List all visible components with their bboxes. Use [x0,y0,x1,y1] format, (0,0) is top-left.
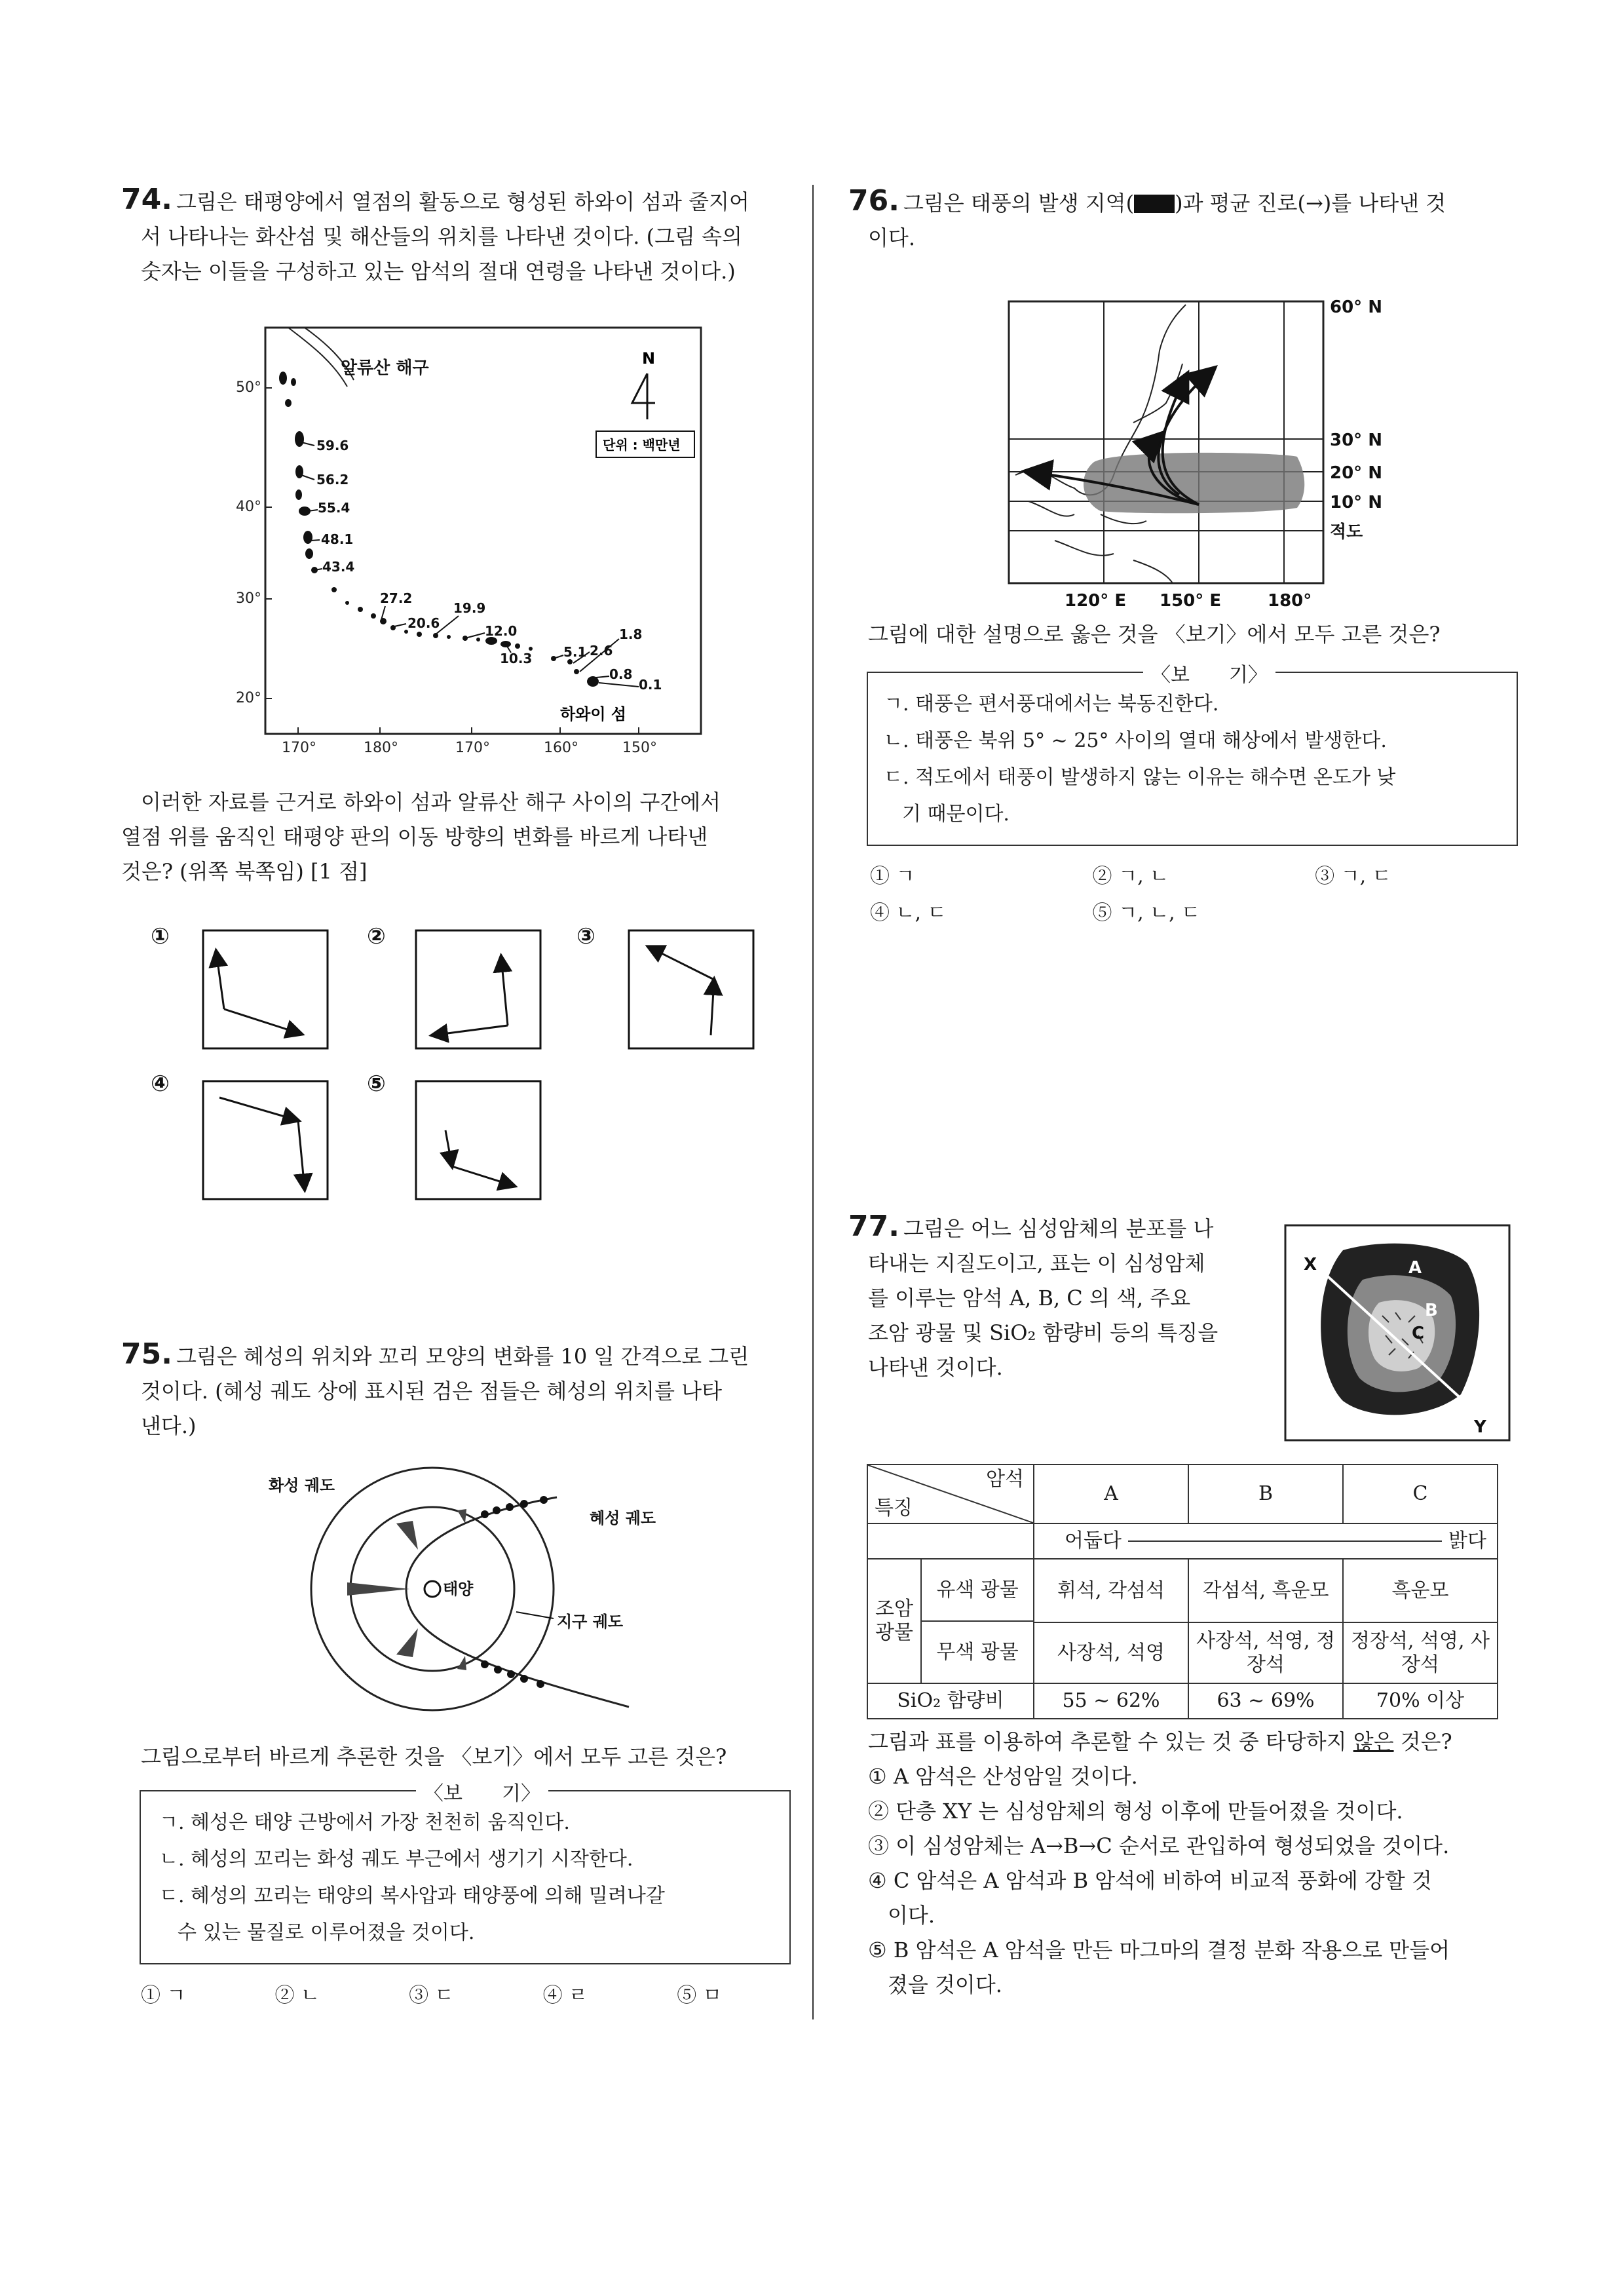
lat-label: 60° N [1330,297,1382,317]
q77-rock-table [867,1464,1498,1719]
age-label: 27.2 [380,590,413,606]
table-cell: 흑운모 [1343,1559,1498,1622]
q74-question [121,785,789,889]
q76-choices [870,858,1511,932]
q75-bogi-item: ㄷ. 혜성의 꼬리는 태양의 복사압과 태양풍에 의해 밀려나갈 [159,1885,665,1907]
q77-prompt-underline: 않은 [1353,1729,1394,1754]
q77-option-4[interactable]: ④ C 암석은 A 암석과 B 암석에 비하여 비교적 풍화에 강할 것 [868,1868,1432,1893]
table-cell: 70% 이상 [1343,1683,1498,1719]
option-2-diagram[interactable] [416,930,540,1048]
age-label: 0.1 [639,677,662,693]
q74-after3: 것은? (위쪽 북쪽임) [1 점] [121,859,368,884]
q77-option-4-cont: 이다. [888,1903,935,1928]
age-label: 0.8 [609,666,633,682]
q75-bogi-item: 수 있는 물질로 이루어졌을 것이다. [178,1921,475,1944]
age-label: 12.0 [485,623,518,639]
q77-option-1[interactable]: ① A 암석은 산성암일 것이다. [868,1764,1138,1789]
choice-4[interactable]: ④ ㄴ, ㄷ [870,902,947,925]
lat-label: 20° N [1330,463,1382,483]
q76-line1a: 그림은 태풍의 발생 지역( [903,191,1135,216]
table-col-header: C [1343,1464,1498,1523]
north-label: N [642,349,656,368]
choice-2[interactable]: ② ㄴ [274,1984,320,2007]
q77-number: 77. [848,1210,899,1243]
q75-bogi-item: ㄱ. 혜성은 태양 근방에서 가장 천천히 움직인다. [159,1811,570,1834]
lat-label: 10° N [1330,493,1382,512]
option-1-mark[interactable]: ① [151,923,170,949]
choice-3[interactable]: ③ ㄱ, ㄷ [1315,865,1391,888]
mafic-label: 유색 광물 [922,1559,1033,1622]
corner-top: 암석 [986,1468,1024,1491]
age-label: 55.4 [318,500,350,516]
island-label: 하와이 섬 [560,705,627,723]
age-label: 19.9 [453,600,486,616]
q75-line3: 낸다.) [141,1413,197,1438]
lat-label: 적도 [1330,522,1363,542]
lat-label: 40° [236,499,261,515]
q74-after2: 열점 위를 움직인 태평양 판의 이동 방향의 변화를 바르게 나타낸 [121,824,708,849]
color-gradient-arrow-icon [1128,1540,1442,1542]
q77-prompt-b: 것은? [1393,1729,1452,1754]
choice-5[interactable]: ⑤ ㅁ [677,1984,722,2007]
table-cell: 55 ~ 62% [1034,1683,1188,1719]
q75-bogi-item: ㄴ. 혜성의 꼬리는 화성 궤도 부근에서 생기기 시작한다. [159,1848,633,1871]
q75-bogi-box [140,1782,791,1964]
north-arrow-icon [632,373,655,419]
q76-line2: 이다. [868,225,915,250]
q77-stem [848,1209,1281,1385]
option-2-mark[interactable]: ② [367,923,386,949]
q77-line2: 타내는 지질도이고, 표는 이 심성암체 [868,1251,1205,1276]
q77-question [868,1725,1523,2002]
q76-bogi-item: ㄱ. 태풍은 편서풍대에서는 북동진한다. [884,693,1219,716]
q76-number: 76. [848,184,899,218]
typhoon-region-legend-icon [1134,195,1175,213]
q74-number: 74. [121,183,172,216]
q76-line1b: )과 평균 진로(→)를 나타낸 것 [1175,191,1446,216]
q75-comet-figure [249,1451,721,1727]
fault-x-label: X [1304,1255,1317,1274]
q77-line3: 를 이루는 암석 A, B, C 의 색, 주요 [868,1286,1191,1311]
q77-line5: 나타낸 것이다. [868,1355,1003,1380]
sun-icon [425,1581,440,1597]
lon-label: 150° [622,740,657,756]
fault-y-label: Y [1474,1417,1486,1437]
option-3-diagram[interactable] [629,930,753,1048]
trench-label: 알류산 해구 [341,358,429,378]
q77-line4: 조암 광물 및 SiO₂ 함량비 등의 특징을 [868,1320,1218,1345]
q74-stem [121,182,789,289]
column-divider [812,185,814,2019]
rock-a-label: A [1408,1258,1422,1278]
q74-line2: 서 나타나는 화산섬 및 해산들의 위치를 나타낸 것이다. (그림 속의 [141,224,742,249]
lat-label: 30° N [1330,430,1382,450]
q74-line1: 그림은 태평양에서 열점의 활동으로 형성된 하와이 섬과 줄지어 [176,189,749,214]
bogi-title: 〈보 기〉 [416,1777,548,1806]
earth-orbit-label: 지구 궤도 [557,1613,624,1631]
lon-label: 120° E [1065,591,1127,611]
choice-1[interactable]: ① ㄱ [870,865,915,888]
q77-option-2[interactable]: ② 단층 XY 는 심성암체의 형성 이후에 만들어졌을 것이다. [868,1799,1403,1824]
q75-prompt: 그림으로부터 바르게 추론한 것을 〈보기〉에서 모두 고른 것은? [141,1744,727,1769]
lon-label: 160° [544,740,578,756]
table-cell: 정장석, 석영, 사장석 [1343,1622,1498,1683]
choice-5[interactable]: ⑤ ㄱ, ㄴ, ㄷ [1092,902,1201,925]
rock-b-label: B [1425,1301,1438,1320]
q76-stem [848,183,1523,256]
table-cell: 사장석, 석영, 정장석 [1188,1622,1343,1683]
age-label: 1.8 [619,626,643,642]
q76-bogi-box [867,664,1518,846]
age-label: 59.6 [316,438,349,453]
option-4-mark[interactable]: ④ [151,1071,170,1097]
q75-choices [141,1979,775,2008]
table-cell: 63 ~ 69% [1188,1683,1343,1719]
rock-c-label: C [1412,1324,1425,1343]
q76-bogi-item: ㄷ. 적도에서 태풍이 발생하지 않는 이유는 해수면 온도가 낮 [884,766,1396,789]
bogi-title: 〈보 기〉 [1143,659,1275,687]
sio2-label: SiO₂ 함량비 [867,1683,1034,1719]
color-row [1034,1523,1498,1559]
table-col-header: B [1188,1464,1343,1523]
q77-option-5-cont: 졌을 것이다. [888,1972,1002,1997]
q75-line2: 것이다. (혜성 궤도 상에 표시된 검은 점들은 혜성의 위치를 나타 [141,1379,723,1404]
option-5-diagram[interactable] [416,1081,540,1199]
q75-stem [121,1337,789,1444]
mineral-group-label: 조암 광물 [868,1559,922,1683]
q74-hawaii-map [210,315,721,760]
choice-1[interactable]: ① ㄱ [141,1984,186,2007]
q77-prompt [868,1725,1523,1759]
q77-option-5[interactable]: ⑤ B 암석은 A 암석을 만든 마그마의 결정 분화 작용으로 만들어 [868,1938,1450,1962]
choice-3[interactable]: ③ ㄷ [409,1984,454,2007]
q74-options [151,917,806,1219]
lon-label: 180° [1268,591,1312,611]
option-3-mark[interactable]: ③ [576,923,595,949]
q76-prompt: 그림에 대한 설명으로 옳은 것을 〈보기〉에서 모두 고른 것은? [868,622,1441,647]
map-unit: 단위 : 백만년 [603,437,681,453]
lat-label: 20° [236,690,261,706]
lon-label: 180° [364,740,398,756]
q77-prompt-a: 그림과 표를 이용하여 추론할 수 있는 것 중 타당하지 [868,1729,1353,1754]
felsic-label: 무색 광물 [936,1640,1019,1664]
age-label: 43.4 [322,559,355,575]
lon-label: 170° [282,740,316,756]
choice-4[interactable]: ④ ㄹ [542,1984,588,2007]
q76-typhoon-map [1002,285,1428,613]
lat-label: 50° [236,379,261,396]
table-cell: 휘석, 각섬석 [1034,1559,1188,1622]
q74-line3: 숫자는 이들을 구성하고 있는 암석의 절대 연령을 나타낸 것이다.) [141,259,736,284]
table-cell: 각섬석, 흑운모 [1188,1559,1343,1622]
q75-number: 75. [121,1337,172,1371]
q76-bogi-item: 기 때문이다. [902,803,1010,826]
q76-bogi-item: ㄴ. 태풍은 북위 5° ~ 25° 사이의 열대 해상에서 발생한다. [884,729,1387,752]
comet-orbit-label: 혜성 궤도 [590,1509,656,1527]
table-cell: 사장석, 석영 [1034,1622,1188,1683]
q77-line1: 그림은 어느 심성암체의 분포를 나 [903,1216,1214,1241]
mars-orbit-label: 화성 궤도 [269,1476,335,1495]
lat-label: 30° [236,590,261,607]
q75-line1: 그림은 혜성의 위치와 꼬리 모양의 변화를 10 일 간격으로 그린 [176,1344,749,1369]
lon-label: 170° [455,740,490,756]
table-col-header: A [1034,1464,1188,1523]
q74-after1: 이러한 자료를 근거로 하와이 섬과 알류산 해구 사이의 구간에서 [141,790,721,814]
q77-pluton-map [1284,1224,1511,1442]
color-light-label: 밝다 [1448,1529,1486,1552]
color-dark-label: 어둡다 [1065,1529,1122,1552]
age-label: 48.1 [321,531,354,547]
age-label: 10.3 [500,651,533,666]
table-corner-cell [867,1464,1034,1523]
option-5-mark[interactable]: ⑤ [367,1071,386,1097]
corner-bottom: 특징 [875,1497,913,1520]
lon-label: 150° E [1160,591,1222,611]
age-label: 2.6 [590,643,613,659]
age-label: 20.6 [407,615,440,631]
q77-option-3[interactable]: ③ 이 심성암체는 A→B→C 순서로 관입하여 형성되었을 것이다. [868,1833,1450,1858]
age-label: 5.1 [563,644,587,660]
age-label: 56.2 [316,472,349,488]
choice-2[interactable]: ② ㄱ, ㄴ [1092,865,1169,888]
sun-label: 태양 [443,1580,474,1598]
